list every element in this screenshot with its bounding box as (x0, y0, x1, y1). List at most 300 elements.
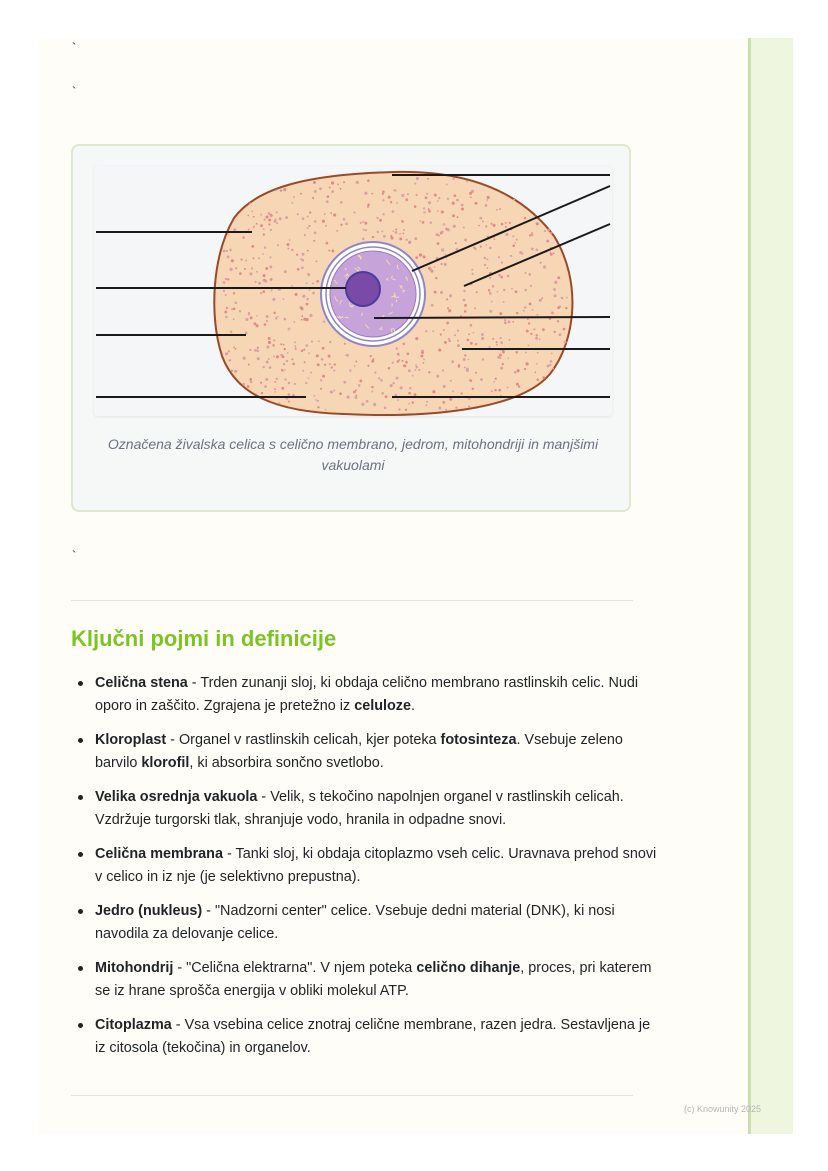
term: Velika osrednja vakuola (95, 789, 258, 805)
granule (425, 404, 427, 406)
granule (452, 214, 455, 217)
granule (466, 181, 468, 183)
granule (490, 223, 492, 225)
granule (297, 213, 299, 215)
granule (543, 266, 546, 269)
granule (316, 354, 319, 357)
granule (427, 178, 429, 180)
granule (378, 377, 380, 379)
granule (355, 361, 357, 363)
granule (231, 308, 233, 310)
granule (230, 331, 232, 333)
granule (360, 222, 362, 224)
granule (514, 242, 516, 244)
term: Mitohondrij (95, 960, 174, 976)
granule (500, 367, 503, 370)
granule (445, 409, 447, 411)
granule (249, 378, 252, 381)
granule (381, 392, 384, 395)
granule (492, 338, 494, 340)
granule (397, 360, 400, 363)
granule (494, 389, 496, 391)
granule (423, 255, 426, 258)
granule (557, 276, 560, 279)
granule (438, 197, 440, 199)
granule (412, 375, 414, 377)
granule (531, 234, 534, 237)
granule (333, 390, 335, 392)
granule (502, 363, 504, 365)
granule (466, 367, 469, 370)
granule (302, 217, 305, 220)
granule (540, 262, 542, 264)
granule (449, 294, 452, 297)
granule (308, 225, 310, 227)
granule (470, 342, 473, 345)
granule (405, 239, 407, 241)
granule (379, 219, 382, 222)
granule (310, 372, 312, 374)
granule (321, 358, 324, 361)
granule (492, 285, 495, 288)
granule (423, 358, 425, 360)
granule (481, 333, 484, 336)
granule (546, 240, 549, 243)
stray-mark: ` (72, 40, 77, 55)
granule (444, 341, 447, 344)
granule (251, 245, 254, 248)
granule (524, 368, 526, 370)
granule (331, 190, 334, 193)
granule (372, 358, 374, 360)
granule (403, 233, 405, 235)
granule (499, 337, 501, 339)
granule (564, 341, 567, 344)
granule (504, 319, 506, 321)
granule (544, 230, 546, 232)
granule (325, 225, 327, 227)
granule (355, 389, 357, 391)
granule (485, 204, 488, 207)
granule (245, 332, 248, 335)
granule (554, 281, 557, 284)
granule (453, 225, 456, 228)
definition-item: Jedro (nukleus) - "Nadzorni center" celice. Vsebuje dedni material (DNK), ki nosi navodila za delovanje celice. (95, 900, 661, 946)
granule (309, 314, 312, 317)
granule (400, 386, 403, 389)
granule (284, 378, 286, 380)
granule (225, 278, 227, 280)
granule (327, 195, 330, 198)
granule (280, 190, 282, 192)
granule (226, 307, 228, 309)
granule (313, 181, 316, 184)
granule (281, 387, 284, 390)
granule (314, 190, 317, 193)
granule (484, 264, 486, 266)
granule (263, 274, 266, 277)
granule (264, 279, 266, 281)
granule (467, 339, 470, 342)
granule (293, 196, 295, 198)
granule (423, 211, 425, 213)
granule (231, 259, 234, 262)
granule (286, 243, 289, 246)
granule (374, 371, 376, 373)
granule (491, 301, 493, 303)
granule (450, 380, 452, 382)
granule (227, 256, 230, 259)
granule (407, 352, 410, 355)
granule (233, 292, 235, 294)
granule (284, 348, 286, 350)
granule (419, 220, 421, 222)
granule (496, 291, 498, 293)
granule (418, 369, 420, 371)
granule (274, 388, 276, 390)
granule (516, 383, 519, 386)
granule (512, 235, 514, 237)
granule (524, 306, 526, 308)
granule (301, 266, 304, 269)
granule (294, 383, 296, 385)
granule (505, 233, 508, 236)
granule (489, 292, 492, 295)
granule (451, 360, 454, 363)
granule (312, 283, 314, 285)
granule (479, 217, 482, 220)
granule (416, 177, 419, 180)
granule (312, 292, 315, 295)
granule (264, 246, 266, 248)
granule (345, 222, 348, 225)
granule (551, 311, 554, 314)
granule (269, 256, 271, 258)
granule (468, 406, 470, 408)
granule (403, 343, 405, 345)
granule (364, 222, 367, 225)
granule (444, 263, 447, 266)
granule (401, 220, 404, 223)
granule (496, 341, 498, 343)
granule (407, 193, 409, 195)
granule (295, 293, 298, 296)
granule (268, 223, 270, 225)
granule (440, 263, 442, 265)
granule (476, 291, 478, 293)
granule (367, 365, 369, 367)
granule (428, 210, 431, 213)
granule (300, 307, 303, 310)
granule (269, 265, 272, 268)
granule (371, 391, 373, 393)
granule (464, 238, 467, 241)
granule (455, 242, 457, 244)
granule (292, 363, 295, 366)
granule (324, 364, 326, 366)
granule (537, 352, 539, 354)
granule (242, 383, 245, 386)
granule (415, 337, 418, 340)
granule (440, 291, 443, 294)
granule (283, 363, 285, 365)
granule (394, 189, 396, 191)
granule (344, 343, 346, 345)
granule (526, 362, 529, 365)
granule (276, 222, 278, 224)
granule (260, 214, 262, 216)
granule (233, 228, 236, 231)
granule (345, 354, 347, 356)
granule (536, 222, 539, 225)
granule (301, 319, 303, 321)
granule (507, 275, 510, 278)
granule (324, 213, 326, 215)
granule (382, 199, 384, 201)
granule (263, 228, 265, 230)
granule (373, 403, 376, 406)
granule (426, 401, 428, 403)
granule (312, 197, 314, 199)
granule (308, 377, 310, 379)
granule (256, 223, 258, 225)
granule (250, 316, 253, 319)
granule (377, 231, 379, 233)
definition-item: Celična stena - Trden zunanji sloj, ki obdaja celično membrano rastlinskih celic. Nudi oporo in zaščito. Zgrajena je pretežno iz celuloze. (95, 672, 661, 718)
granule (284, 369, 286, 371)
granule (251, 210, 253, 212)
granule (330, 390, 333, 393)
granule (281, 369, 284, 372)
term: Celična stena (95, 675, 188, 691)
granule (388, 367, 391, 370)
granule (541, 297, 543, 299)
granule (441, 248, 444, 251)
granule (485, 244, 487, 246)
term: Citoplazma (95, 1017, 172, 1033)
granule (234, 370, 237, 373)
granule (269, 366, 272, 369)
granule (428, 267, 431, 270)
granule (366, 400, 369, 403)
granule (471, 273, 473, 275)
granule (452, 390, 454, 392)
granule (446, 322, 448, 324)
granule (291, 358, 293, 360)
granule (512, 321, 514, 323)
granule (566, 297, 568, 299)
granule (414, 205, 417, 208)
granule (275, 317, 278, 320)
granule (229, 249, 232, 252)
granule (441, 231, 444, 234)
granule (257, 347, 259, 349)
granule (309, 211, 311, 213)
granule (547, 365, 550, 368)
granule (509, 339, 511, 341)
granule (401, 194, 404, 197)
granule (271, 289, 273, 291)
granule (470, 196, 472, 198)
granule (464, 354, 466, 356)
granule (251, 267, 253, 269)
granule (547, 229, 550, 232)
definitions-list (71, 672, 661, 1071)
granule (266, 346, 269, 349)
granule (283, 188, 286, 191)
granule (254, 349, 257, 352)
granule (510, 255, 512, 257)
figure-caption: Označena živalska celica s celično membrano, jedrom, mitohondriji in manjšimi vakuolami (107, 436, 599, 473)
granule (307, 273, 310, 276)
granule (549, 364, 551, 366)
granule (270, 279, 272, 281)
granule (257, 357, 260, 360)
granule (460, 315, 462, 317)
granule (224, 311, 227, 314)
granule (328, 250, 330, 252)
definition-item: Velika osrednja vakuola - Velik, s tekočino napolnjen organel v rastlinskih celicah. Vzdržuje turgorski tlak, shranjuje vodo, hranila in odpadne snovi. (95, 786, 661, 832)
granule (463, 290, 465, 292)
granule (268, 341, 271, 344)
granule (421, 350, 424, 353)
granule (229, 359, 231, 361)
granule (364, 192, 367, 195)
granule (500, 276, 503, 279)
granule (529, 302, 532, 305)
granule (293, 321, 295, 323)
granule (295, 348, 297, 350)
granule (403, 364, 406, 367)
granule (487, 196, 490, 199)
term: Celična membrana (95, 846, 223, 862)
granule (457, 344, 460, 347)
granule (264, 385, 267, 388)
granule (353, 211, 355, 213)
granule (372, 236, 374, 238)
granule (320, 388, 322, 390)
granule (249, 272, 252, 275)
granule (485, 225, 487, 227)
granule (361, 403, 364, 406)
granule (228, 350, 230, 352)
granule (265, 215, 268, 218)
granule (367, 206, 369, 208)
granule (227, 278, 229, 280)
granule (499, 312, 502, 315)
granule (517, 369, 520, 372)
granule (434, 266, 436, 268)
granule (487, 267, 489, 269)
granule (392, 210, 395, 213)
granule (226, 250, 228, 252)
granule (283, 298, 285, 300)
granule (488, 289, 490, 291)
granule (438, 407, 441, 410)
granule (436, 233, 439, 236)
granule (270, 214, 273, 217)
granule (489, 277, 491, 279)
granule (474, 307, 476, 309)
granule (272, 344, 274, 346)
granule (414, 393, 417, 396)
granule (367, 179, 370, 182)
granule (405, 198, 408, 201)
granule (443, 329, 445, 331)
granule (322, 347, 325, 350)
granule (307, 250, 309, 252)
granule (432, 390, 435, 393)
granule (288, 382, 291, 385)
granule (239, 272, 242, 275)
granule (536, 363, 538, 365)
granule (550, 232, 553, 235)
granule (235, 267, 237, 269)
granule (403, 229, 405, 231)
granule (405, 361, 408, 364)
granule (349, 369, 351, 371)
granule (452, 178, 454, 180)
granule (494, 238, 496, 240)
granule (504, 322, 506, 324)
granule (536, 249, 539, 252)
granule (409, 387, 411, 389)
granule (482, 221, 484, 223)
granule (305, 344, 308, 347)
granule (437, 210, 439, 212)
granule (241, 259, 243, 261)
granule (280, 343, 282, 345)
granule (248, 313, 250, 315)
granule (499, 357, 501, 359)
granule (557, 320, 559, 322)
granule (315, 399, 317, 401)
granule (363, 229, 365, 231)
granule (390, 384, 393, 387)
granule (306, 318, 309, 321)
granule (306, 298, 309, 301)
granule (425, 196, 428, 199)
granule (482, 358, 484, 360)
granule (268, 337, 271, 340)
granule (468, 333, 470, 335)
granule (416, 194, 418, 196)
granule (405, 409, 407, 411)
granule (283, 344, 285, 346)
granule (228, 234, 230, 236)
granule (306, 303, 309, 306)
granule (493, 224, 496, 227)
granule (302, 259, 305, 262)
granule (542, 328, 545, 331)
granule (336, 230, 338, 232)
granule (273, 339, 275, 341)
granule (356, 181, 359, 184)
granule (463, 227, 465, 229)
granule (322, 375, 325, 378)
granule (306, 282, 308, 284)
granule (422, 221, 425, 224)
granule (287, 352, 289, 354)
stray-mark: ` (72, 548, 77, 563)
granule (264, 323, 267, 326)
granule (265, 378, 268, 381)
granule (553, 288, 556, 291)
granule (469, 192, 472, 195)
granule (256, 271, 258, 273)
granule (248, 229, 250, 231)
granule (302, 295, 305, 298)
